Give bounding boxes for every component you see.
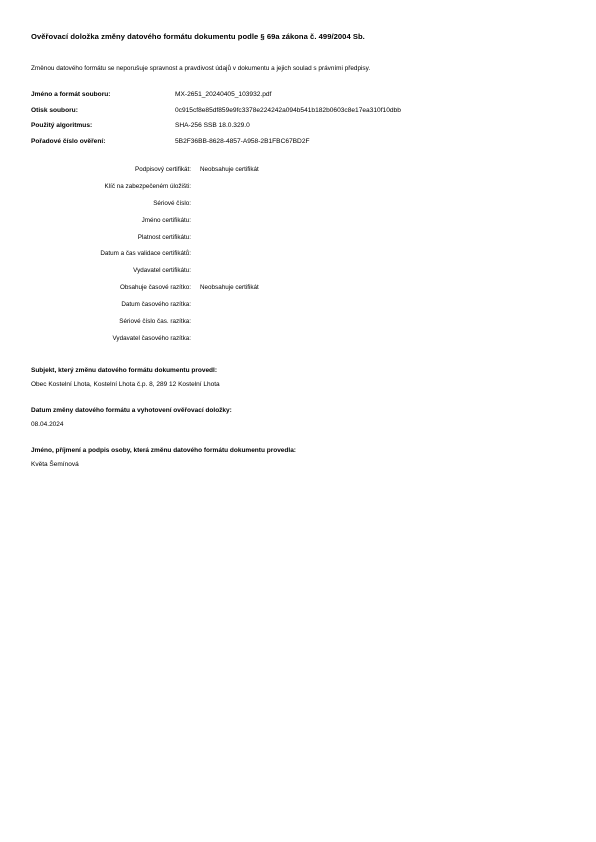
person-label: Jméno, příjmení a podpis osoby, která změnu datového formátu dokumentu provedla: bbox=[31, 447, 296, 454]
cert-label: Vydavatel časového razítka: bbox=[112, 334, 191, 342]
intro-text: Změnou datového formátu se neporušuje spravnost a pravdivost údajů v dokumentu a jejich soulad s právními předpisy. bbox=[31, 65, 371, 72]
cert-label: Obsahuje časové razítko: bbox=[119, 284, 191, 292]
cert-row-serial-number bbox=[0, 200, 596, 217]
cert-label: Datum a čas validace certifikátů: bbox=[100, 250, 191, 258]
cert-row-signature-certificate bbox=[0, 166, 596, 183]
document-title: Ověřovací doložka změny datového formátu dokumentu podle § 69a zákona č. 499/2004 Sb. bbox=[31, 32, 365, 41]
info-label: Použitý algoritmus: bbox=[31, 122, 93, 129]
certificate-block bbox=[0, 166, 596, 352]
info-label: Otisk souboru: bbox=[31, 106, 78, 114]
cert-row-certificate-name bbox=[0, 217, 596, 234]
cert-value: Neobsahuje certifikát bbox=[200, 166, 259, 173]
cert-label: Klíč na zabezpečeném úložišti: bbox=[104, 182, 191, 190]
person-section bbox=[31, 447, 296, 473]
subject-section bbox=[31, 367, 220, 393]
info-value: 5B2F36BB-8628-4857-A958-2B1FBC67BD2F bbox=[175, 137, 310, 145]
subject-value: Obec Kostelní Lhota, Kostelní Lhota č.p. 8, 289 12 Kostelní Lhota bbox=[31, 381, 220, 388]
cert-label: Platnost certifikátu: bbox=[137, 233, 191, 241]
cert-label: Sériové číslo čas. razítka: bbox=[119, 318, 191, 326]
cert-label: Vydavatel certifikátu: bbox=[133, 267, 191, 275]
info-value: SHA-256 SSB 18.0.329.0 bbox=[175, 122, 250, 129]
info-label: Pořadové číslo ověření: bbox=[31, 137, 106, 145]
cert-label: Jméno certifikátu: bbox=[141, 216, 191, 224]
cert-row-timestamp-issuer bbox=[0, 335, 596, 352]
cert-label: Sériové číslo: bbox=[153, 199, 191, 207]
date-section bbox=[31, 407, 232, 433]
date-value: 08.04.2024 bbox=[31, 421, 64, 428]
info-value: MX-2651_20240405_103932.pdf bbox=[175, 91, 272, 98]
cert-row-certificate-issuer bbox=[0, 267, 596, 284]
info-label: Jméno a formát souboru: bbox=[31, 91, 111, 98]
cert-value: Neobsahuje certifikát bbox=[200, 284, 259, 292]
cert-row-timestamp-date bbox=[0, 301, 596, 318]
cert-row-validation-datetime bbox=[0, 250, 596, 267]
date-label: Datum změny datového formátu a vyhotovení ověřovací doložky: bbox=[31, 407, 232, 414]
person-value: Květa Šemínová bbox=[31, 461, 79, 468]
cert-row-timestamp-serial bbox=[0, 318, 596, 335]
subject-label: Subjekt, který změnu datového formátu dokumentu provedl: bbox=[31, 367, 217, 374]
cert-label: Datum časového razítka: bbox=[121, 301, 191, 309]
cert-label: Podpisový certifikát: bbox=[135, 166, 191, 173]
cert-row-timestamp-present bbox=[0, 284, 596, 301]
cert-row-secure-storage-key bbox=[0, 183, 596, 200]
cert-row-certificate-validity bbox=[0, 234, 596, 251]
info-value: 0c915cf8e85df859e9fc3378e224242a094b541b182b0603c8e17ea310f10dbb bbox=[175, 106, 401, 114]
